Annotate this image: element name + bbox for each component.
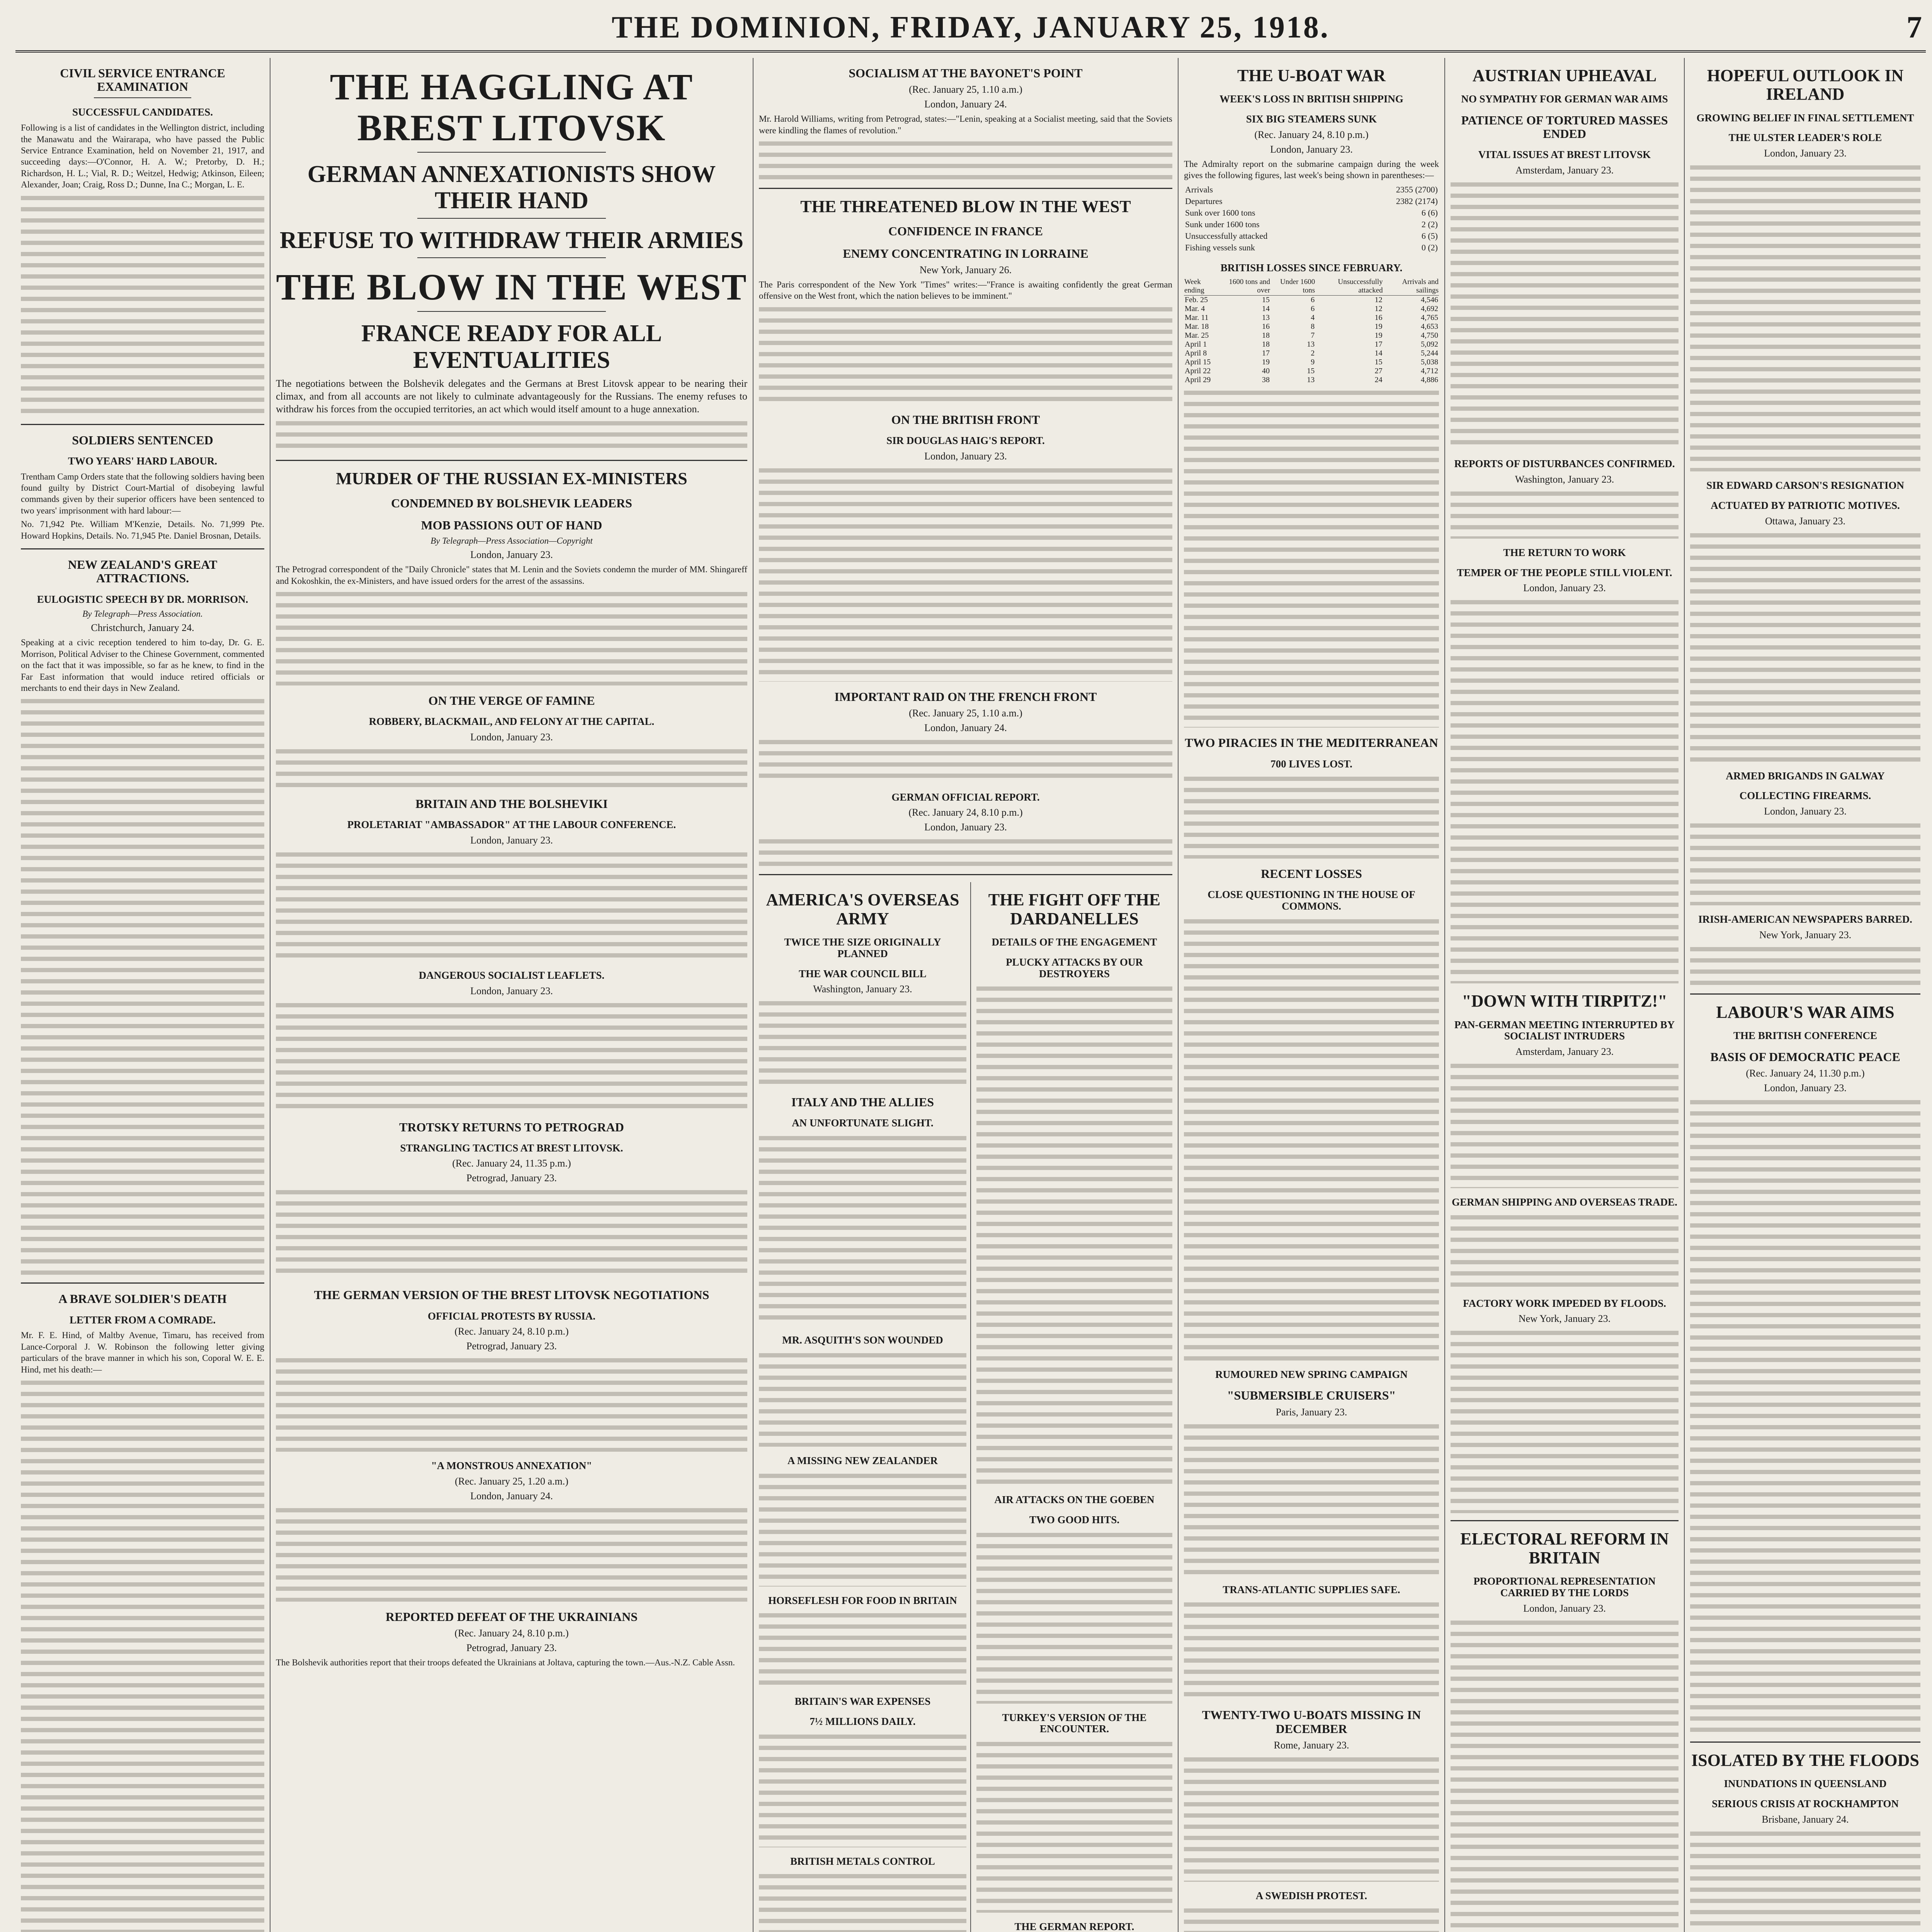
- subheadline: MOB PASSIONS OUT OF HAND: [421, 518, 602, 532]
- article-text: The Admiralty report on the submarine campaign during the week gives the following figures, last week's being shown in parentheses:—: [1184, 159, 1439, 180]
- table-row: [1184, 367, 1439, 376]
- subheadline: CONDEMNED BY BOLSHEVIK LEADERS: [391, 496, 632, 510]
- subheadline: TEMPER OF THE PEOPLE STILL VIOLENT.: [1457, 566, 1672, 578]
- table-cell: Feb. 25: [1185, 296, 1208, 304]
- dateline: London, January 23.: [1764, 1082, 1847, 1094]
- headline: LABOUR'S WAR AIMS: [1716, 1002, 1895, 1022]
- subheadline: PROPORTIONAL REPRESENTATION CARRIED BY THE LORDS: [1473, 1575, 1656, 1599]
- table-row: [1184, 322, 1439, 331]
- table-cell: 19: [1262, 358, 1270, 367]
- headline: NEW ZEALAND'S GREAT ATTRACTIONS.: [68, 558, 218, 585]
- column-5: [1445, 58, 1685, 1932]
- table-cell: 16: [1374, 313, 1383, 322]
- subheadline: PATIENCE OF TORTURED MASSES ENDED: [1461, 113, 1668, 141]
- subheadline: INUNDATIONS IN QUEENSLAND: [1724, 1778, 1887, 1790]
- headline: BRITAIN AND THE BOLSHEVIKI: [415, 797, 608, 811]
- article-text: No. 71,942 Pte. William M'Kenzie, Details. No. 71,999 Pte. Howard Hopkins, Details. No. 71,945 Pte. Daniel Brosnan, Details.: [21, 519, 264, 541]
- headline: RECENT LOSSES: [1261, 867, 1362, 881]
- subheadline: COLLECTING FIREARMS.: [1739, 790, 1871, 802]
- stats-row: [1185, 231, 1438, 242]
- losses-table: [1184, 277, 1439, 384]
- subheadline: TWO GOOD HITS.: [1029, 1514, 1120, 1526]
- stats-value: 6 (6): [1421, 207, 1438, 218]
- dateline: London, January 23.: [470, 549, 553, 561]
- subheadline: ENEMY CONCENTRATING IN LORRAINE: [843, 246, 1088, 260]
- headline: ITALY AND THE ALLIES: [791, 1095, 934, 1109]
- article-text: Speaking at a civic reception tendered to him to-day, Dr. G. E. Morrison, Political Adviser to the Chinese Government, commented on the fact that it was impossible, so far as he knew, to find in the Far East information that would induce retired officials or merchants to end their days in New Zealand.: [21, 638, 264, 693]
- article-text: Mr. Harold Williams, writing from Petrograd, states:—"Lenin, speaking at a Socialist meeting, said that the Soviets were kindling the flames of revolution.": [759, 114, 1172, 135]
- dateline: (Rec. January 24, 8.10 p.m.): [1254, 129, 1369, 140]
- headline: "DOWN WITH TIRPITZ!": [1462, 992, 1667, 1011]
- subheadline: TWICE THE SIZE ORIGINALLY PLANNED: [784, 936, 941, 959]
- subheadline: THE BRITISH CONFERENCE: [1733, 1029, 1878, 1041]
- table-cell: 15: [1307, 367, 1315, 376]
- table-cell: 5,092: [1421, 340, 1438, 349]
- subheadline: DETAILS OF THE ENGAGEMENT: [992, 936, 1157, 948]
- headline: HORSEFLESH FOR FOOD IN BRITAIN: [768, 1594, 957, 1606]
- headline: A BRAVE SOLDIER'S DEATH: [58, 1292, 227, 1306]
- article-text: Trentham Camp Orders state that the following soldiers having been found guilty by District Court-Martial of disobeying lawful commands given by their superior officers have been sentenced to two years' imprisonment with hard labour:—: [21, 471, 264, 515]
- headline: TURKEY'S VERSION OF THE ENCOUNTER.: [1002, 1711, 1147, 1735]
- headline: REFUSE TO WITHDRAW THEIR ARMIES: [279, 227, 744, 253]
- table-cell: 4,712: [1421, 367, 1438, 376]
- table-row: [1184, 313, 1439, 322]
- dateline: New York, January 26.: [919, 264, 1012, 276]
- dateline: Petrograd, January 23.: [466, 1642, 557, 1654]
- table-row: [1184, 304, 1439, 313]
- table-row: [1184, 331, 1439, 340]
- subheadline: DANGEROUS SOCIALIST LEAFLETS.: [418, 969, 605, 981]
- headline: AIR ATTACKS ON THE GOEBEN: [994, 1494, 1155, 1506]
- headline: GERMAN SHIPPING AND OVERSEAS TRADE.: [1452, 1196, 1677, 1208]
- table-header: 1600 tons and over: [1220, 277, 1270, 296]
- stats-row: [1185, 207, 1438, 218]
- dateline: Petrograd, January 23.: [466, 1172, 557, 1184]
- subheadline: SIR DOUGLAS HAIG'S REPORT.: [886, 434, 1045, 446]
- table-cell: 7: [1311, 331, 1315, 340]
- dateline: London, January 23.: [470, 985, 553, 997]
- headline: AMERICA'S OVERSEAS ARMY: [766, 890, 959, 928]
- table-cell: 14: [1262, 304, 1270, 313]
- dateline: (Rec. January 24, 8.10 p.m.): [908, 807, 1023, 818]
- subheadline: WEEK'S LOSS IN BRITISH SHIPPING: [1219, 93, 1403, 105]
- dateline: Washington, January 23.: [813, 983, 912, 995]
- dateline: London, January 24.: [924, 722, 1007, 733]
- subheadline: PROLETARIAT "AMBASSADOR" AT THE LABOUR CONFERENCE.: [347, 819, 676, 831]
- table-cell: 18: [1262, 331, 1270, 340]
- subheadline: "A MONSTROUS ANNEXATION": [431, 1460, 592, 1472]
- article-text: The Paris correspondent of the New York "Times" writes:—"France is awaiting confidently the great German offensive on the West front, which the nation believes to be imminent.": [759, 279, 1172, 301]
- table-cell: 4,546: [1421, 296, 1438, 304]
- subheadline: NO SYMPATHY FOR GERMAN WAR AIMS: [1461, 93, 1668, 105]
- headline: AUSTRIAN UPHEAVAL: [1472, 66, 1657, 85]
- subheadline: THE ULSTER LEADER'S ROLE: [1728, 132, 1882, 144]
- headline: RUMOURED NEW SPRING CAMPAIGN: [1215, 1368, 1408, 1380]
- table-cell: 8: [1311, 322, 1315, 331]
- table-cell: 16: [1262, 322, 1270, 331]
- dateline: London, January 23.: [1523, 1602, 1606, 1614]
- table-cell: 40: [1262, 367, 1270, 376]
- table-cell: 6: [1311, 304, 1315, 313]
- stats-value: 6 (5): [1421, 231, 1438, 241]
- headline: THE FIGHT OFF THE DARDANELLES: [988, 890, 1161, 928]
- headline: SOLDIERS SENTENCED: [72, 433, 213, 447]
- dateline: Amsterdam, January 23.: [1515, 165, 1614, 176]
- table-cell: 15: [1374, 358, 1383, 367]
- dateline: (Rec. January 24, 11.30 p.m.): [1746, 1067, 1865, 1079]
- headline: A SWEDISH PROTEST.: [1255, 1889, 1367, 1901]
- headline: TWENTY-TWO U-BOATS MISSING IN DECEMBER: [1202, 1708, 1421, 1736]
- dateline: Petrograd, January 23.: [466, 1340, 557, 1352]
- dateline: Rome, January 23.: [1274, 1739, 1349, 1751]
- stats-label: Sunk over 1600 tons: [1185, 207, 1255, 218]
- dateline: London, January 23.: [1764, 148, 1847, 159]
- article-text: The Petrograd correspondent of the "Daily Chronicle" states that M. Lenin and the Soviets condemn the murder of MM. Shingareff and Kokoshkin, the ex-Ministers, and have issued orders for the arrest of the assassins.: [276, 565, 747, 586]
- table-cell: 4,653: [1421, 322, 1438, 331]
- headline: THE GERMAN REPORT.: [1014, 1921, 1134, 1932]
- byline: By Telegraph—Press Association.: [82, 609, 203, 619]
- subheadline: AN UNFORTUNATE SLIGHT.: [792, 1117, 934, 1129]
- stats-value: 2 (2): [1421, 219, 1438, 229]
- dateline: London, January 23.: [1523, 582, 1606, 594]
- subheadline: "SUBMERSIBLE CRUISERS": [1227, 1388, 1396, 1403]
- subheadline: 700 LIVES LOST.: [1270, 758, 1352, 770]
- headline: GERMAN OFFICIAL REPORT.: [891, 791, 1040, 803]
- table-cell: 19: [1374, 322, 1383, 331]
- subheadline: ACTUATED BY PATRIOTIC MOTIVES.: [1711, 499, 1900, 511]
- table-cell: Mar. 11: [1185, 313, 1209, 322]
- dateline: Amsterdam, January 23.: [1515, 1046, 1614, 1057]
- headline: ISOLATED BY THE FLOODS: [1691, 1750, 1919, 1770]
- table-cell: 38: [1262, 376, 1270, 384]
- table-cell: 4,886: [1421, 376, 1438, 384]
- dateline: (Rec. January 24, 8.10 p.m.): [454, 1326, 569, 1337]
- dateline: Washington, January 23.: [1515, 473, 1614, 485]
- stats-label: Arrivals: [1185, 184, 1213, 194]
- headline: BRITISH METALS CONTROL: [790, 1855, 935, 1867]
- table-cell: 17: [1374, 340, 1383, 349]
- headline: ELECTORAL REFORM IN BRITAIN: [1460, 1529, 1669, 1567]
- table-header: Under 1600 tons: [1270, 277, 1315, 296]
- column-2: [270, 58, 753, 1932]
- subheadline: OFFICIAL PROTESTS BY RUSSIA.: [427, 1310, 596, 1322]
- table-cell: Mar. 4: [1185, 304, 1205, 313]
- headline: TRANS-ATLANTIC SUPPLIES SAFE.: [1223, 1583, 1400, 1595]
- headline: THE THREATENED BLOW IN THE WEST: [800, 197, 1131, 216]
- headline: THE BLOW IN THE WEST: [276, 266, 747, 308]
- stats-label: Fishing vessels sunk: [1185, 242, 1255, 252]
- subheadline: EULOGISTIC SPEECH BY DR. MORRISON.: [37, 593, 248, 605]
- headline: IMPORTANT RAID ON THE FRENCH FRONT: [834, 689, 1097, 704]
- headline: TROTSKY RETURNS TO PETROGRAD: [399, 1120, 624, 1134]
- column-4: [1179, 58, 1445, 1932]
- masthead: [15, 7, 1926, 53]
- article-text: Mr. F. E. Hind, of Maltby Avenue, Timaru, has received from Lance-Corporal J. W. Robinson the following letter giving particulars of the brave manner in which his son, Coporal W. E. E. Hind, met his death:—: [21, 1330, 264, 1374]
- subheadline: SIX BIG STEAMERS SUNK: [1246, 113, 1377, 125]
- article-text: Following is a list of candidates in the Wellington district, including the Manawatu and the Wairarapa, who have passed the Public Service Entrance Examination, held on November 21, 1917, and succeeding days:—O'Connor, H. A. W.; Pretorby, D. H.; Richardson, H. L.; Vial, R. D.; Weitzel, Hedwig; Atkinson, Eileen; Alexander, Joan; Craig, Ross D.; Dunne, Ina C.; Morgan, L. E.: [21, 123, 264, 190]
- subheadline: STRANGLING TACTICS AT BREST LITOVSK.: [400, 1142, 623, 1154]
- headline: MURDER OF THE RUSSIAN EX-MINISTERS: [336, 469, 687, 488]
- table-cell: 18: [1262, 340, 1270, 349]
- headline: ARMED BRIGANDS IN GALWAY: [1726, 770, 1885, 782]
- headline: MR. ASQUITH'S SON WOUNDED: [782, 1334, 943, 1346]
- table-cell: 5,244: [1421, 349, 1438, 358]
- subheadline: THE WAR COUNCIL BILL: [799, 968, 927, 980]
- table-cell: 12: [1374, 304, 1383, 313]
- dateline: London, January 23.: [1764, 805, 1847, 817]
- table-row: [1184, 340, 1439, 349]
- headline: SOCIALISM AT THE BAYONET'S POINT: [849, 66, 1083, 80]
- table-cell: 13: [1307, 376, 1315, 384]
- table-cell: April 22: [1185, 367, 1211, 376]
- stats-value: 2355 (2700): [1396, 184, 1438, 194]
- table-header: Week ending: [1184, 277, 1220, 296]
- table-cell: 27: [1374, 367, 1383, 376]
- headline: TWO PIRACIES IN THE MEDITERRANEAN: [1185, 736, 1438, 750]
- subheadline: GROWING BELIEF IN FINAL SETTLEMENT: [1696, 112, 1914, 124]
- newspaper-title: THE DOMINION, FRIDAY, JANUARY 25, 1918.: [612, 10, 1330, 44]
- dateline: London, January 24.: [924, 99, 1007, 110]
- table-cell: 4,692: [1421, 304, 1438, 313]
- stats-value: 0 (2): [1421, 242, 1438, 252]
- dateline: Ottawa, January 23.: [1765, 515, 1845, 527]
- dateline: (Rec. January 25, 1.20 a.m.): [455, 1476, 568, 1487]
- headline: THE GERMAN VERSION OF THE BREST LITOVSK NEGOTIATIONS: [314, 1288, 709, 1302]
- table-cell: Mar. 25: [1185, 331, 1209, 340]
- subheadline: SERIOUS CRISIS AT ROCKHAMPTON: [1712, 1798, 1899, 1810]
- stats-row: [1185, 219, 1438, 230]
- shipping-stats: [1184, 184, 1439, 254]
- subheadline: PAN-GERMAN MEETING INTERRUPTED BY SOCIALIST INTRUDERS: [1454, 1019, 1675, 1042]
- dateline: (Rec. January 25, 1.10 a.m.): [909, 84, 1022, 95]
- column-1: [15, 58, 270, 1932]
- table-cell: 13: [1262, 313, 1270, 322]
- table-cell: 14: [1374, 349, 1383, 358]
- table-cell: April 1: [1185, 340, 1207, 349]
- dateline: London, January 23.: [924, 821, 1007, 833]
- column-6: [1685, 58, 1926, 1932]
- subheadline: CONFIDENCE IN FRANCE: [888, 224, 1043, 238]
- headline: BRITISH LOSSES SINCE FEBRUARY.: [1220, 262, 1403, 274]
- dateline: New York, January 23.: [1759, 929, 1852, 940]
- table-cell: 4,750: [1421, 331, 1438, 340]
- headline: SIR EDWARD CARSON'S RESIGNATION: [1706, 480, 1904, 492]
- subheadline: SUCCESSFUL CANDIDATES.: [72, 106, 213, 118]
- headline: GERMAN ANNEXATIONISTS SHOW THEIR HAND: [307, 161, 716, 214]
- dateline: New York, January 23.: [1518, 1313, 1611, 1325]
- headline: A MISSING NEW ZEALANDER: [787, 1454, 938, 1466]
- table-row: [1184, 358, 1439, 367]
- stats-label: Unsuccessfully attacked: [1185, 231, 1268, 241]
- subheadline: ROBBERY, BLACKMAIL, AND FELONY AT THE CAPITAL.: [369, 716, 655, 728]
- table-cell: 12: [1374, 296, 1383, 304]
- stats-row: [1185, 196, 1438, 207]
- dateline: (Rec. January 24, 11.35 p.m.): [452, 1158, 571, 1169]
- subheadline: 7½ MILLIONS DAILY.: [810, 1715, 916, 1727]
- table-cell: 2: [1311, 349, 1315, 358]
- subheadline: CLOSE QUESTIONING IN THE HOUSE OF COMMONS.: [1208, 889, 1415, 912]
- table-cell: 24: [1374, 376, 1383, 384]
- subheadline: LETTER FROM A COMRADE.: [69, 1314, 216, 1326]
- subheadline: BASIS OF DEMOCRATIC PEACE: [1710, 1049, 1900, 1064]
- dateline: London, January 23.: [924, 450, 1007, 462]
- table-row: [1184, 349, 1439, 358]
- subheadline: PLUCKY ATTACKS BY OUR DESTROYERS: [1006, 956, 1143, 980]
- table-cell: April 15: [1185, 358, 1211, 367]
- headline: FACTORY WORK IMPEDED BY FLOODS.: [1463, 1297, 1666, 1309]
- stats-label: Sunk under 1600 tons: [1185, 219, 1260, 229]
- headline: FRANCE READY FOR ALL EVENTUALITIES: [361, 320, 662, 373]
- headline: THE RETURN TO WORK: [1503, 546, 1626, 558]
- headline: IRISH-AMERICAN NEWSPAPERS BARRED.: [1698, 913, 1912, 925]
- headline: CIVIL SERVICE ENTRANCE EXAMINATION: [60, 66, 225, 94]
- subheadline: TWO YEARS' HARD LABOUR.: [68, 455, 218, 467]
- headline: BRITAIN'S WAR EXPENSES: [794, 1696, 931, 1708]
- table-cell: 4: [1311, 313, 1315, 322]
- table-header: Arrivals and sailings: [1383, 277, 1439, 296]
- dateline: Christchurch, January 24.: [91, 622, 194, 634]
- stats-row: [1185, 242, 1438, 253]
- headline: THE U-BOAT WAR: [1237, 66, 1386, 85]
- headline: REPORTED DEFEAT OF THE UKRAINIANS: [385, 1610, 638, 1624]
- table-cell: April 29: [1185, 376, 1211, 384]
- main-headline: THE HAGGLING AT BREST LITOVSK: [330, 66, 694, 148]
- dateline: Brisbane, January 24.: [1762, 1813, 1849, 1825]
- dateline: (Rec. January 25, 1.10 a.m.): [909, 707, 1022, 719]
- dateline: (Rec. January 24, 8.10 p.m.): [454, 1628, 569, 1639]
- page-number: 7: [1906, 10, 1922, 44]
- headline: REPORTS OF DISTURBANCES CONFIRMED.: [1454, 458, 1675, 470]
- dateline: London, January 24.: [470, 1490, 553, 1502]
- table-cell: 9: [1311, 358, 1315, 367]
- table-row: [1184, 376, 1439, 384]
- byline: By Telegraph—Press Association—Copyright: [430, 536, 593, 546]
- dateline: London, January 23.: [470, 834, 553, 846]
- dateline: London, January 23.: [470, 731, 553, 743]
- table-cell: Mar. 18: [1185, 322, 1209, 331]
- stats-value: 2382 (2174): [1396, 196, 1438, 206]
- table-row: [1184, 296, 1439, 305]
- dateline: Paris, January 23.: [1276, 1406, 1347, 1418]
- headline: HOPEFUL OUTLOOK IN IRELAND: [1707, 66, 1904, 104]
- table-cell: 13: [1307, 340, 1315, 349]
- headline: ON THE VERGE OF FAMINE: [428, 694, 595, 708]
- stats-label: Departures: [1185, 196, 1223, 206]
- table-cell: 15: [1262, 296, 1270, 304]
- stats-row: [1185, 184, 1438, 195]
- table-cell: 4,765: [1421, 313, 1438, 322]
- table-cell: April 8: [1185, 349, 1207, 358]
- dateline: London, January 23.: [1270, 143, 1353, 155]
- article-text: The Bolshevik authorities report that their troops defeated the Ukrainians at Joltava, capturing the town.—Aus.-N.Z. Cable Assn.: [276, 1658, 735, 1668]
- article-text: The negotiations between the Bolshevik delegates and the Germans at Brest Litovsk appear to be nearing their climax, and from all accounts are not likely to culminate advantageously for the Russians. The enemy refuses to withdraw his forces from the occupied territories, an act which would itself amount to a huge annexation.: [276, 378, 747, 415]
- table-cell: 17: [1262, 349, 1270, 358]
- table-cell: 19: [1374, 331, 1383, 340]
- column-3: [753, 58, 1179, 1932]
- headline: ON THE BRITISH FRONT: [891, 412, 1040, 427]
- table-cell: 6: [1311, 296, 1315, 304]
- subheadline: VITAL ISSUES AT BREST LITOVSK: [1478, 149, 1651, 161]
- table-header: Unsuccessfully attacked: [1315, 277, 1383, 296]
- table-cell: 5,038: [1421, 358, 1438, 367]
